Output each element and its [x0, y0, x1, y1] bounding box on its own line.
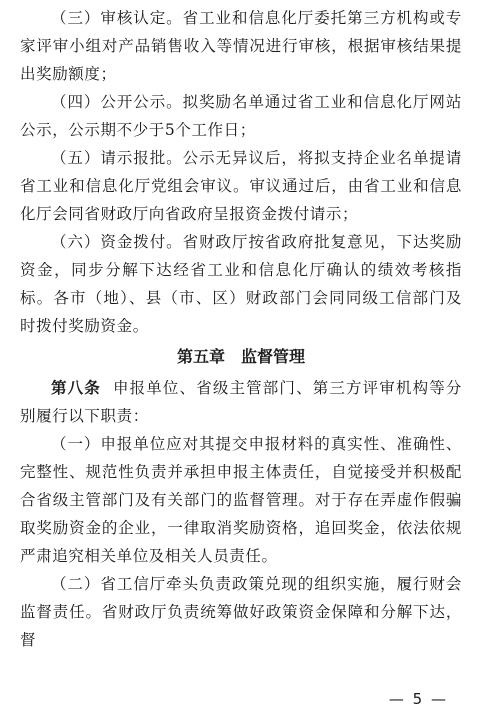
paragraph-fund-allocation: （六）资金拨付。省财政厅按省政府批复意见，下达奖励资金，同步分解下达经省工业和信息化厅确认的绩效考核指标。各市（地）、县（市、区）财政部门会同同级工信部门及时拨付奖励资金。 — [20, 233, 462, 335]
paragraph-applicant-duties: （一）申报单位应对其提交申报材料的真实性、准确性、完整性、规范性负责并承担申报主体责任，自觉接受并积极配合省级主管部门及有关部门的监督管理。对于存在弄虚作假骗取奖励资金的企业，一律取消奖励资格，追回奖金，依法依规严肃追究相关单位及相关人员责任。 — [20, 435, 462, 565]
article-eight — [20, 374, 462, 430]
chapter-heading: 第五章 监督管理 — [176, 347, 305, 366]
paragraph-public-notice: （四）公开公示。拟奖励名单通过省工业和信息化厅网站公示，公示期不少于5个工作日； — [20, 93, 462, 139]
paragraph-request-approval: （五）请示报批。公示无异议后，将拟支持企业名单提请省工业和信息化厅党组会审议。审议通过后，由省工业和信息化厅会同省财政厅向省政府呈报资金拨付请示； — [20, 149, 462, 223]
article-text: 申报单位、省级主管部门、第三方评审机构等分别履行以下职责： — [20, 379, 462, 425]
paragraph-review-approval: （三）审核认定。省工业和信息化厅委托第三方机构或专家评审小组对产品销售收入等情况进行审核，根据审核结果提出奖励额度； — [20, 9, 462, 83]
article-number: 第八条 — [51, 379, 101, 397]
page-number: — 5 — — [388, 690, 448, 708]
paragraph-department-duties: （二）省工信厅牵头负责政策兑现的组织实施，履行财会监督责任。省财政厅负责统筹做好政策资金保障和分解下达，督 — [20, 575, 462, 649]
